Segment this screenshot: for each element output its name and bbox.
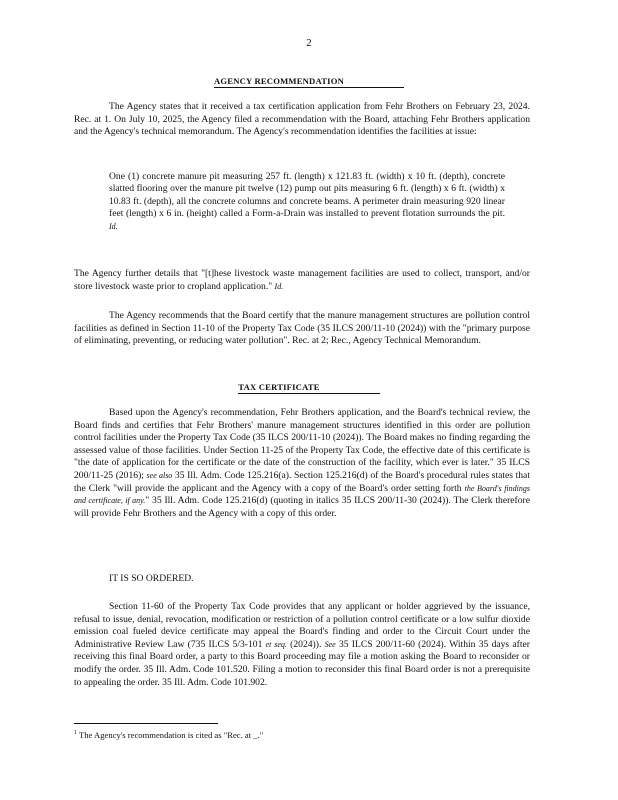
paragraph-agency-states: The Agency states that it received a tax certification application from Fehr Brothers on February 23, 2024. Rec. at 1. On July 10, 2025, the Agency filed a recommendation with the Board, attaching Fehr Brothers application and the Agency's technical memorandum. The Agency's recommendation identifies the facilities at issue:: [74, 101, 530, 138]
footnote-marker: 1: [74, 730, 77, 737]
paragraph-appeal-rights: Section 11-60 of the Property Tax Code provides that any applicant or holder aggrieved by the issuance, refusal to issue, denial, revocation, modification or restriction of a pollution control certificate or a low sulfur dioxide emission coal fueled device certificate may appeal the Board's finding and order to the Circuit Court under the Administrative Review Law (735 ILCS 5/3-101 et seq. (2024)). See 35 ILCS 200/11-60 (2024). Within 35 days after receiving this final Board order, a party to this Board proceeding may file a motion asking the Board to reconsider or modify the order. 35 Ill. Adm. Code 101.520. Filing a motion to reconsider this final Board order is not a prerequisite to appealing the order. 35 Ill. Adm. Code 101.902.: [74, 601, 530, 688]
heading-tax-certificate: TAX CERTIFICATE: [0, 382, 618, 392]
paragraph-board-findings: Based upon the Agency's recommendation, Fehr Brothers application, and the Board's technical review, the Board finds and certifies that Fehr Brothers' manure management structures identified in this order are pollution control facilities under the Property Tax Code (35 ILCS 200/11-10 (2024)). The Board makes no finding regarding the assessed value of those facilities. Under Section 11-25 of the Property Tax Code, the effective date of this certificate is "the date of application for the certificate or the date of the construction of the facility, which ever is later." 35 ILCS 200/11-25 (2016); see also 35 Ill. Adm. Code 125.216(a). Section 125.216(d) of the Board's procedural rules states that the Clerk "will provide the applicant and the Agency with a copy of the Board's order setting forth the Board's findings and certificate, if any." 35 Ill. Adm. Code 125.216(d) (quoting in italics 35 ILCS 200/11-30 (2024)). The Clerk therefore will provide Fehr Brothers and the Agency with a copy of this order.: [74, 407, 531, 519]
order-statement: IT IS SO ORDERED.: [109, 573, 194, 584]
paragraph-agency-recommends: The Agency recommends that the Board certify that the manure management structures are pollution control facilities as defined in Section 11-10 of the Property Tax Code (35 ILCS 200/11-10 (2024)) with the "primary purpose of eliminating, preventing, or reducing water pollution". Rec. at 2; Rec., Agency Technical Memorandum.: [74, 310, 530, 347]
citation-id: Id.: [274, 281, 284, 291]
paragraph-agency-details: The Agency further details that "[t]hese livestock waste management facilities are used to collect, transport, and/or store livestock waste prior to cropland application." Id.: [74, 268, 530, 292]
blockquote-facilities: One (1) concrete manure pit measuring 257 ft. (length) x 121.83 ft. (width) x 10 ft. (depth), concrete slatted flooring over the manure pit twelve (12) pump out pits measuring 6 ft. (length) x 6 ft. (width) x 10.83 ft. (depth), all the concrete columns and concrete beams. A perimeter drain measuring 920 linear feet (length) x 6 in. (height) called a Form-a-Drain was installed to prevent flotation surrounds the pit. Id.: [109, 171, 505, 231]
footnote: [74, 730, 263, 740]
footnote-text: The Agency's recommendation is cited as "Rec. at _.": [79, 730, 264, 740]
page-number: 2: [306, 37, 312, 49]
heading-agency-recommendation: AGENCY RECOMMENDATION: [0, 76, 618, 86]
footnote-divider: [74, 723, 218, 724]
citation-id: Id.: [109, 221, 118, 231]
